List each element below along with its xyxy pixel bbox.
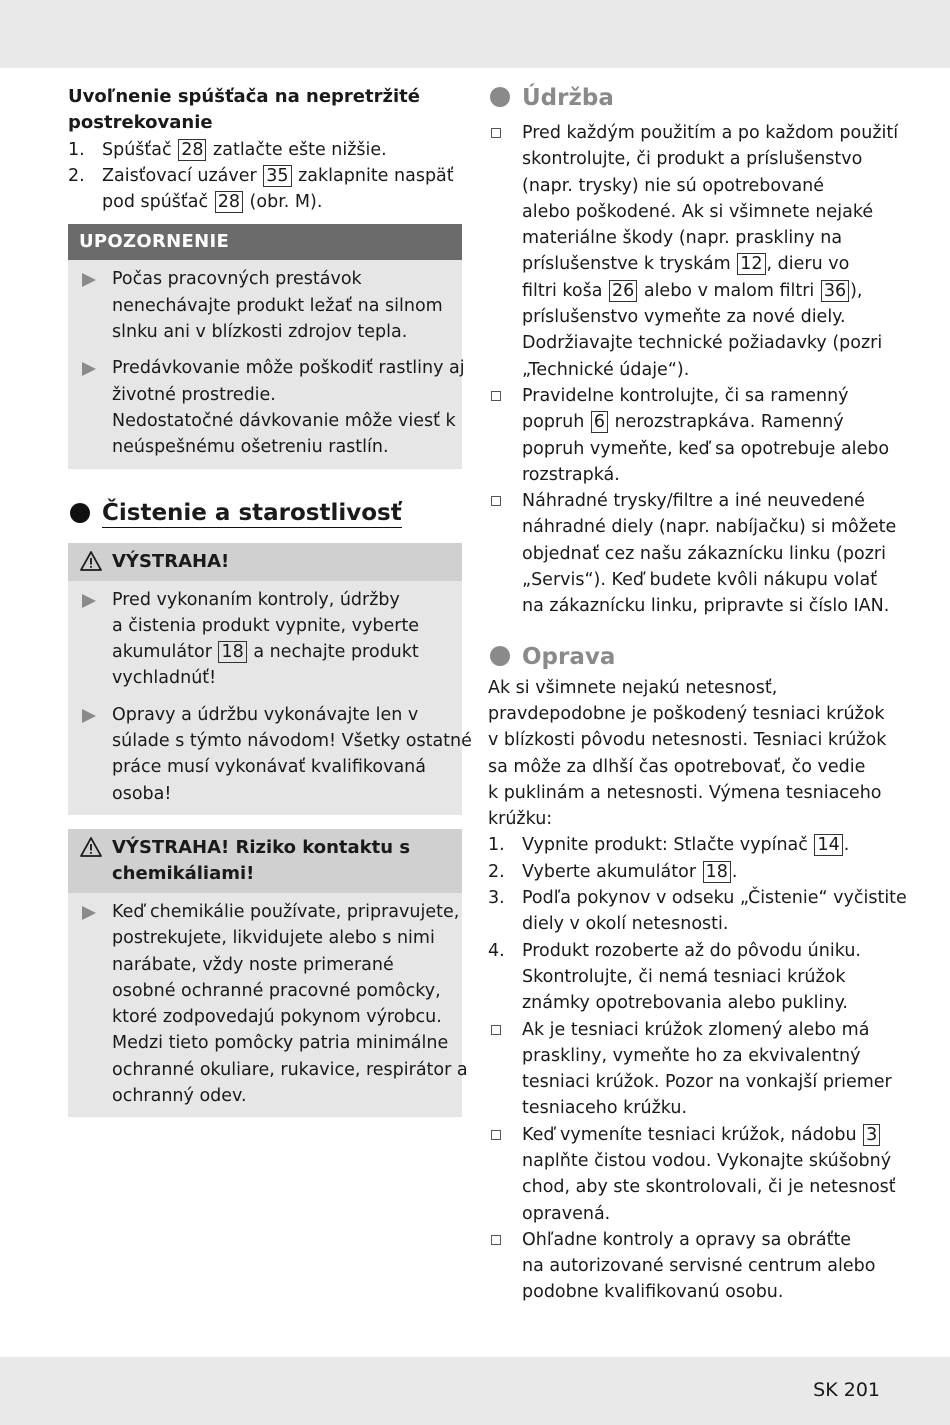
list-item: Pred každým použitím a po každom použití skontrolujte, či produkt a príslušenstvo (napr. trysky) nie sú opotrebované alebo poškodené. Ak si všimnete nejaké materiálne škody (napr. praskliny na príslušenstve k tryskám 12 , dieru vo filtri koša 26 alebo v malom filtri 36 ), príslušenstvo vymeňte za nové diely. Dodržiavajte technické požiadavky (pozri „Technické údaje“).: [488, 120, 884, 383]
list-item: Náhradné trysky/filtre a iné neuvedené náhradné diely (napr. nabíjačku) si môžete objednať cez našu zákaznícku linku (pozri „Servis“). Keď budete kvôli nákupu volať na zákaznícku linku, pripravte si číslo IAN.: [488, 488, 884, 619]
notice-box: [68, 224, 465, 468]
notice-title: UPOZORNENIE: [68, 224, 462, 260]
list-item: Ak je tesniaci krúžok zlomený alebo má praskliny, vymeňte ho za ekvivalentný tesniaci krúžok. Pozor na vonkajší priemer tesniaceho krúžku.: [488, 1017, 884, 1122]
list-item: 4. Produkt rozoberte až do pôvodu úniku. Skontrolujte, či nemá tesniaci krúžok známky opotrebovania alebo pukliny.: [488, 940, 861, 1014]
reference-number: 12: [737, 253, 765, 275]
list-item: Keď vymeníte tesniaci krúžok, nádobu 3 naplňte čistou vodou. Vykonajte skúšobný chod, aby ste skontrolovali, či je netesnosť opravená.: [488, 1122, 884, 1227]
repair-steps: [488, 832, 907, 1016]
warning-box: [68, 543, 472, 815]
arrow-bullet-icon: [82, 273, 96, 287]
checkbox-bullet-icon: [491, 1235, 501, 1245]
list-item: Ohľadne kontroly a opravy sa obráťte na autorizované servisné centrum alebo podobne kvalifikovanú osobu.: [488, 1227, 884, 1306]
section-title-maintenance: Údržba: [488, 82, 884, 114]
reference-number: 18: [703, 861, 731, 883]
section-title-repair: Oprava: [488, 641, 884, 673]
maintenance-list: [488, 120, 899, 620]
left-column: [68, 84, 472, 1117]
reference-number: 36: [821, 280, 849, 302]
notice-item: Predávkovanie môže poškodiť rastliny aj životné prostredie. Nedostatočné dávkovanie môže viesť k neúspešnému ošetreniu rastlín.: [80, 355, 450, 460]
bullet-dot-icon: [70, 503, 90, 523]
reference-number: 3: [863, 1124, 880, 1146]
arrow-bullet-icon: [82, 709, 96, 723]
warning-title: VÝSTRAHA!: [68, 543, 462, 581]
section-title-cleaning: Čistenie a starostlivosť: [68, 497, 462, 529]
list-item: 1. Spúšťač 28 zatlačte ešte nižšie.: [68, 139, 387, 160]
checkbox-bullet-icon: [491, 1130, 501, 1140]
reference-number: 6: [591, 411, 608, 433]
right-column: [488, 82, 907, 1306]
notice-item: Počas pracovných prestávok nenechávajte produkt ležať na silnom slnku ani v blízkosti zdrojov tepla.: [80, 266, 450, 345]
bullet-dot-icon: [490, 87, 510, 107]
checkbox-bullet-icon: [491, 496, 501, 506]
page-number: SK 201: [813, 1379, 880, 1401]
header-bar: [0, 0, 950, 68]
warning-item: Opravy a údržbu vykonávajte len v súlade s týmto návodom! Všetky ostatné práce musí vykonávať kvalifikovaná osoba!: [80, 702, 450, 807]
warning-triangle-icon: [80, 551, 102, 571]
list-item: 1. Vypnite produkt: Stlačte vypínač 14 .: [488, 835, 850, 856]
warning-title: VÝSTRAHA! Riziko kontaktu s chemikáliami!: [68, 829, 462, 893]
release-heading: Uvoľnenie spúšťača na nepretržité postrekovanie: [68, 86, 420, 134]
list-item: Pravidelne kontrolujte, či sa ramenný popruh 6 nerozstrapkáva. Ramenný popruh vymeňte, keď sa opotrebuje alebo rozstrapká.: [488, 383, 884, 488]
reference-number: 35: [263, 165, 291, 187]
checkbox-bullet-icon: [491, 391, 501, 401]
footer-bar: [0, 1357, 950, 1425]
list-item: 2. Zaisťovací uzáver 35 zaklapnite naspäť pod spúšťač 28 (obr. M).: [68, 165, 454, 213]
reference-number: 18: [218, 641, 246, 663]
arrow-bullet-icon: [82, 362, 96, 376]
reference-number: 28: [215, 191, 243, 213]
list-item: 2. Vyberte akumulátor 18 .: [488, 861, 738, 882]
repair-intro: Ak si všimnete nejakú netesnosť, pravdepodobne je poškodený tesniaci krúžok v blízkosti pôvodu netesnosti. Tesniaci krúžok sa môže za dlhší čas opotrebovať, čo vedie k puklinám a netesnosti. Výmena tesniaceho krúžku:: [488, 677, 887, 830]
repair-list: [488, 1017, 896, 1306]
release-steps: [68, 137, 462, 216]
bullet-dot-icon: [490, 646, 510, 666]
warning-item: Pred vykonaním kontroly, údržby a čistenia produkt vypnite, vyberte akumulátor 18 a nechajte produkt vychladnúť!: [80, 587, 450, 692]
warning-triangle-icon: [80, 837, 102, 857]
reference-number: 26: [609, 280, 637, 302]
chemical-warning-box: [68, 829, 468, 1117]
checkbox-bullet-icon: [491, 1025, 501, 1035]
reference-number: 14: [814, 834, 842, 856]
arrow-bullet-icon: [82, 906, 96, 920]
list-item: 3. Podľa pokynov v odseku „Čistenie“ vyčistite diely v okolí netesnosti.: [488, 888, 907, 935]
arrow-bullet-icon: [82, 594, 96, 608]
reference-number: 28: [178, 139, 206, 161]
checkbox-bullet-icon: [491, 128, 501, 138]
warning-item: Keď chemikálie používate, pripravujete, postrekujete, likvidujete alebo s nimi narábate, vždy noste primerané osobné ochranné pracovné pomôcky, ktoré zodpovedajú pokynom výrobcu. Medzi tieto pomôcky patria minimálne ochranné okuliare, rukavice, respirátor a ochranný odev.: [80, 899, 450, 1109]
